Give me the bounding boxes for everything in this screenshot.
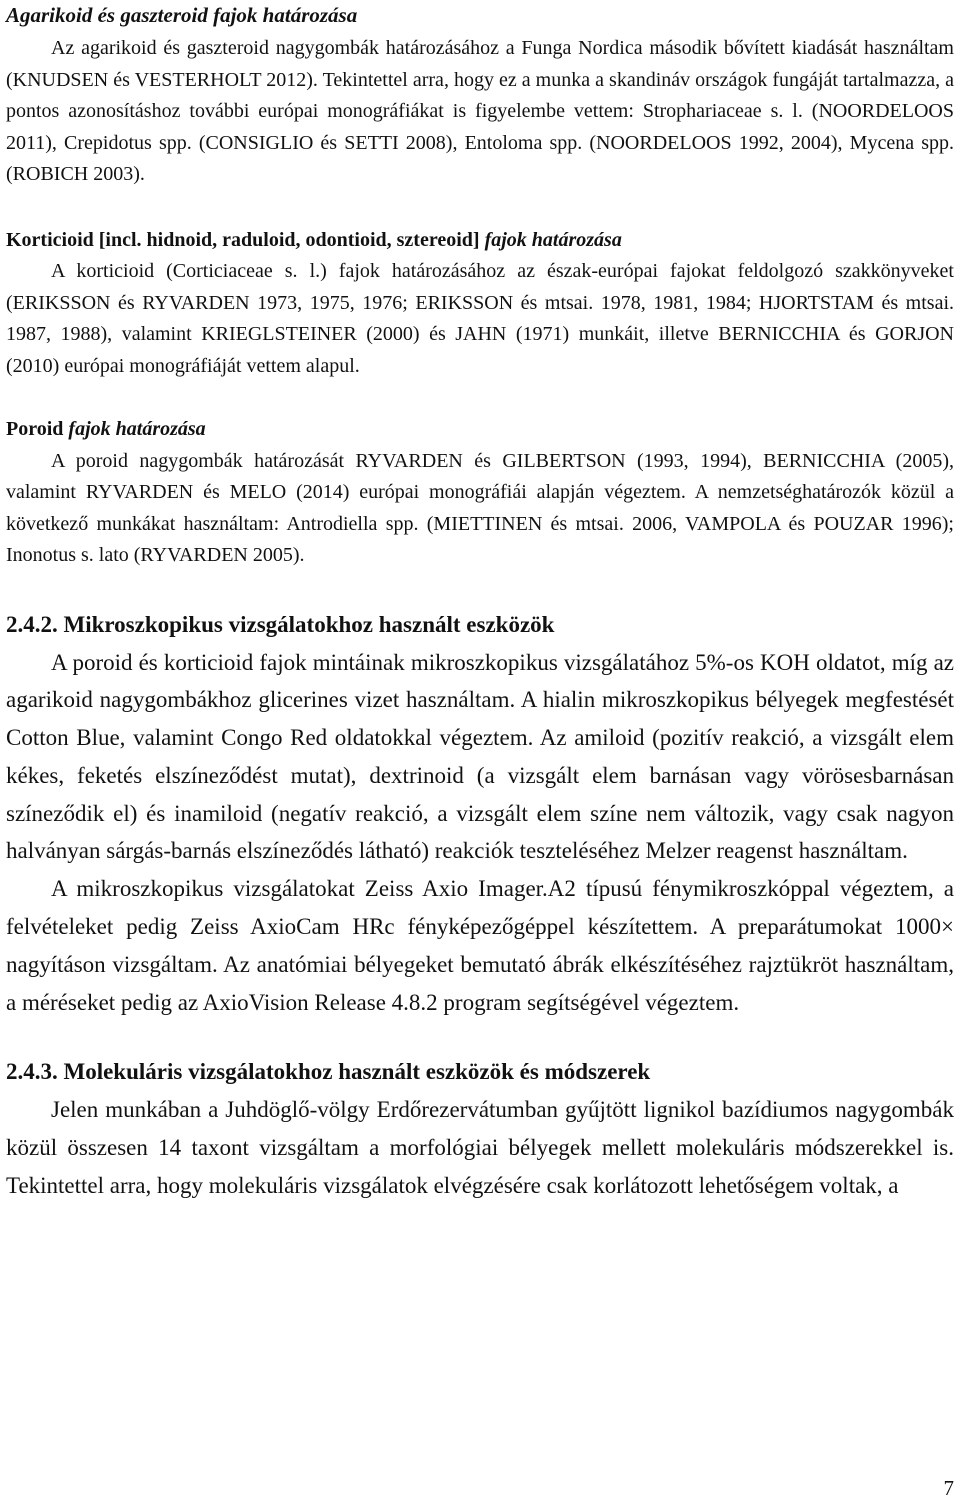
paragraph-corticioid: A korticioid (Corticiaceae s. l.) fajok határozásához az észak-európai fajokat feldolgozó szakkönyveket (ERIKSSON és RYVARDEN 1973, 1975, 1976; ERIKSSON és mtsai. 1978, 1981, 1984; HJORTSTAM és mtsai. 1987, 1988), valamint KRIEGLSTEINER (2000) és JAHN (1971) munkáit, illetve BERNICCHIA és GORJON (2010) európai monográfiáját vettem alapul.: [6, 260, 954, 377]
section-corticioid: [6, 225, 954, 383]
section-heading-poroid: [6, 414, 954, 446]
paragraph-agaricoid: Az agarikoid és gaszteroid nagygombák határozásához a Funga Nordica második bővített kiadását használtam (KNUDSEN és VESTERHOLT 2012). Tekintettel arra, hogy ez a munka a skandináv országok fungáját tartalmazza, a pontos azonosításhoz további európai monográfiákat is figyelembe vettem: Strophariaceae s. l. (NOORDELOOS 2011), Crepidotus spp. (CONSIGLIO és SETTI 2008), Entoloma spp. (NOORDELOOS 1992, 2004), Mycena spp. (ROBICH 2003).: [6, 37, 954, 185]
paragraph-microscopy-1: A poroid és korticioid fajok mintáinak mikroszkopikus vizsgálatához 5%-os KOH oldatot, míg az agarikoid nagygombákhoz glicerines vizet használtam. A hialin mikroszkopikus bélyegek megfestését Cotton Blue, valamint Congo Red oldatokkal végeztem. Az amiloid (pozitív reakció, a vizsgált elem kékes, feketés elszíneződést mutat), dextrinoid (a vizsgált elem barnásan vagy vörösesbarnásan színeződik el) és inamiloid (negatív reakció, a vizsgált elem színe nem változik, vagy csak nagyon halványan sárgás-barnás elszíneződés látható) reakciók teszteléséhez Melzer reagenst használtam.: [6, 649, 954, 864]
section-agaricoid: [6, 2, 954, 191]
section-heading-molecular: 2.4.3. Molekuláris vizsgálatokhoz használt eszközök és módszerek: [6, 1059, 651, 1085]
document-page: [6, 0, 954, 1205]
paragraph-poroid: A poroid nagygombák határozását RYVARDEN és GILBERTSON (1993, 1994), BERNICCHIA (2005), valamint RYVARDEN és MELO (2014) európai monográfiái alapján végeztem. A nemzetséghatározók közül a következő munkákat használtam: Antrodiella spp. (MIETTINEN és mtsai. 2006, VAMPOLA és POUZAR 1996); Inonotus s. lato (RYVARDEN 2005).: [6, 449, 954, 566]
section-microscopy: [6, 610, 954, 1022]
page-number: 7: [943, 1476, 954, 1500]
section-molecular: [6, 1057, 954, 1204]
paragraph-molecular: Jelen munkában a Juhdöglő-völgy Erdőrezervátumban gyűjtött lignikol bazídiumos nagygombák közül összesen 14 taxont vizsgáltam a morfológiai bélyegek mellett molekuláris módszerekkel is. Tekintettel arra, hogy molekuláris vizsgálatok elvégzésére csak korlátozott lehetőségem voltak, a: [6, 1097, 954, 1199]
heading-poroid-italic: fajok határozása: [63, 418, 206, 440]
section-heading-corticioid: [6, 225, 954, 257]
section-poroid: [6, 414, 954, 572]
heading-poroid-bold: Poroid: [6, 418, 64, 440]
section-heading-microscopy: 2.4.2. Mikroszkopikus vizsgálatokhoz használt eszközök: [6, 611, 555, 637]
section-heading-agaricoid: Agarikoid és gaszteroid fajok határozása: [6, 3, 358, 27]
heading-corticioid-italic: fajok határozása: [479, 228, 622, 251]
heading-corticioid-bold: Korticioid [incl. hidnoid, raduloid, odontioid, sztereoid]: [6, 228, 480, 251]
paragraph-microscopy-2: A mikroszkopikus vizsgálatokat Zeiss Axio Imager.A2 típusú fénymikroszkóppal végeztem, a felvételeket pedig Zeiss AxioCam HRc fényképezőgéppel készítettem. A preparátumokat 1000× nagyításon vizsgáltam. Az anatómiai bélyegeket bemutató ábrák elkészítéséhez rajztükröt használtam, a méréseket pedig az AxioVision Release 4.8.2 program segítségével végeztem.: [6, 876, 954, 1015]
